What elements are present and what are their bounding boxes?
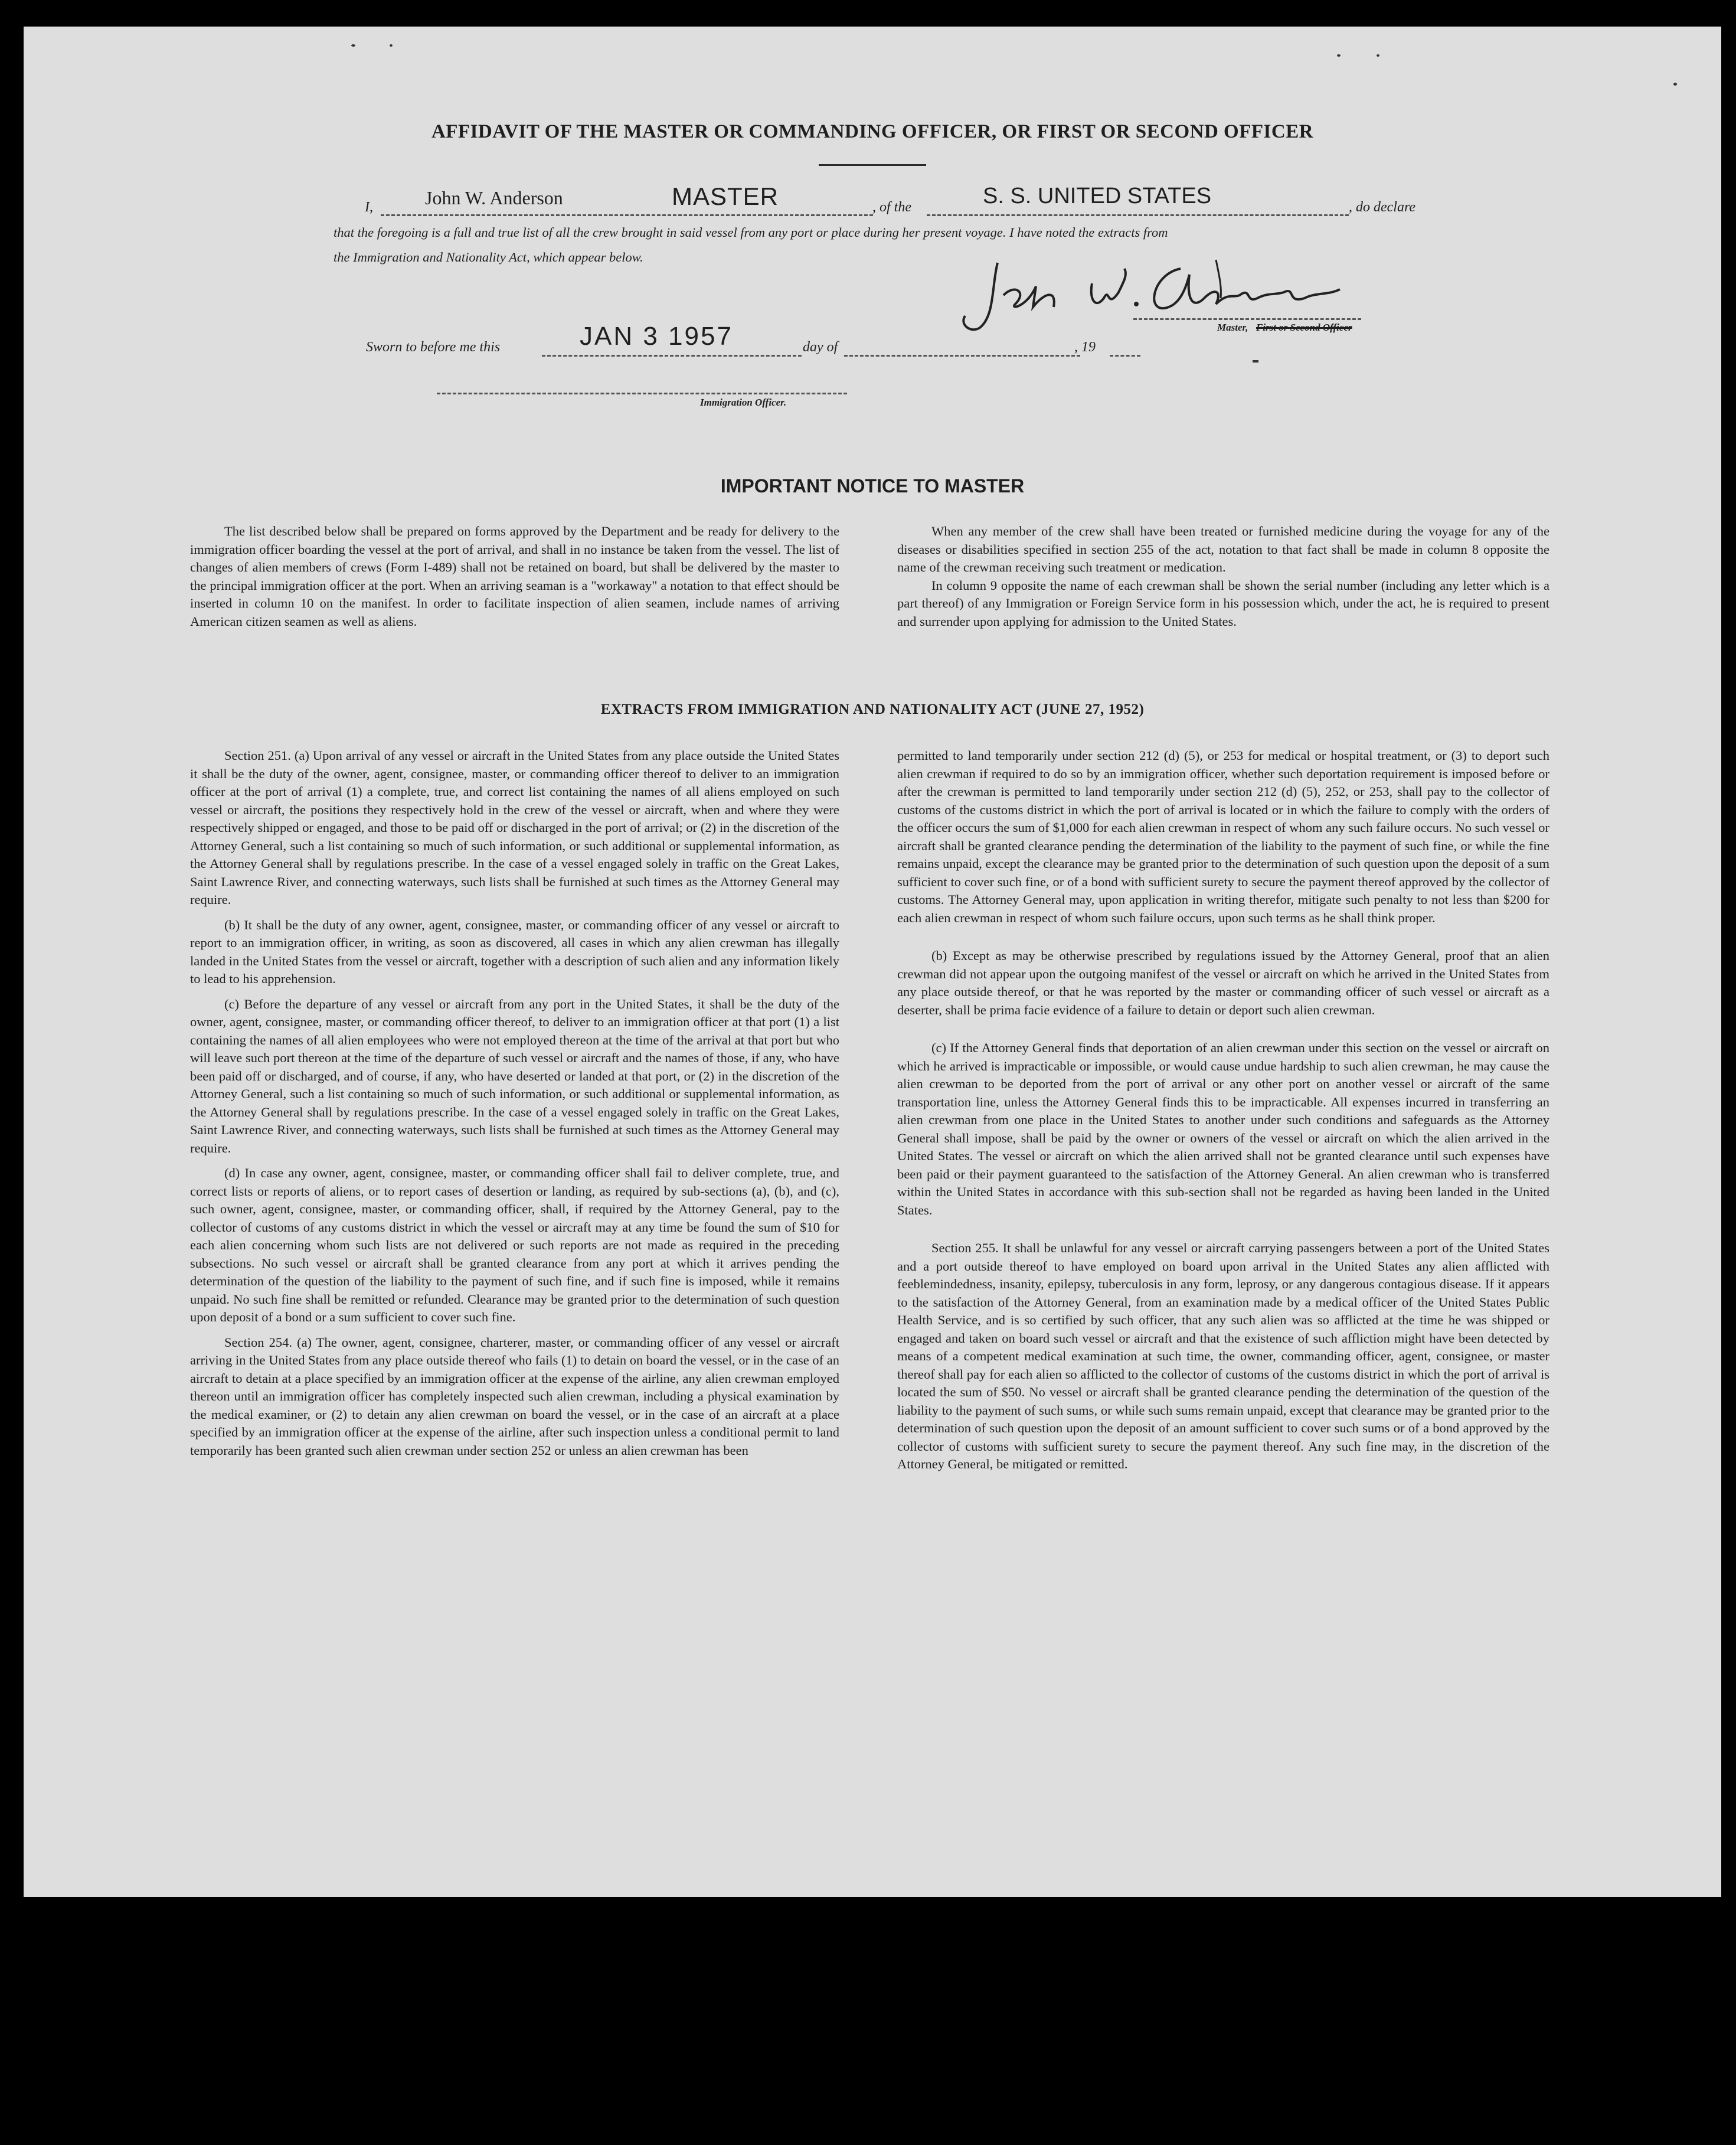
section-251c: (c) Before the departure of any vessel or aircraft from any port in the United States, it shall be the duty of the owner, agent, consignee, master, or commanding officer thereof, to deliver to an immigration officer at that port (1) a list containing the names of all alien employees who were not employed thereon at the time of the arrival at that port but who will leave such port thereon at the time of the departure of such vessel or aircraft and the names of those, if any, who have been paid off or discharged, and of course, if any, who have deserted or landed at that port, or (2) in the discretion of the Attorney General, such a list containing so much of such information, or such additional or supplemental information, as the Attorney General shall by regulations prescribe. In the case of a vessel engaged solely in traffic on the Great Lakes, Saint Lawrence River, and connecting waterways, such lists shall be furnished at such times as the Attorney General may require. — [190, 996, 839, 1155]
day-of-label: day of — [803, 339, 838, 355]
declaration-line-1: that the foregoing is a full and true list of all the crew brought in said vessel from any port or place during her present voyage. I have noted the extracts from — [334, 225, 1168, 240]
signature-blank — [1133, 318, 1361, 320]
year-blank — [1110, 355, 1140, 357]
speck — [1673, 83, 1677, 86]
section-255: Section 255. It shall be unlawful for any vessel or aircraft carrying passengers between a port of the United States and a port outside thereof to have employed on board upon arrival in the United States any alien afflicted with feeblemindedness, insanity, epilepsy, tuberculosis in any form, leprosy, or any dangerous contagious disease. If it appears to the satisfaction of the Attorney General, from an examination made by a medical officer of the United States Public Health Service, and is so certified by such officer, that any such alien was so afflicted at the time he was shipped or engaged and taken on board such vessel or aircraft and that the existence of such affliction might have been detected by means of a competent medical examination at such time, the owner, commanding officer, agent, consignee, or master thereof shall pay for each alien so afflicted to the collector of customs of the customs district in which the port of arrival is located the sum of $50. No vessel or aircraft shall be granted clearance pending the determination of the question of the liability to the payment of such sums, or while such sums remain unpaid, except that clearance may be granted prior to the determination of such question upon the deposit of an amount sufficient to cover such sums or of a bond approved by the collector of customs with sufficient surety to secure the payment thereof. Any such fine may, in the discretion of the Attorney General, be mitigated or remitted. — [897, 1240, 1549, 1471]
year-label: , 19 — [1074, 339, 1096, 355]
extracts-right-column — [897, 747, 1549, 1481]
sworn-date-blank — [542, 355, 802, 357]
notice-right-text-1: When any member of the crew shall have been treated or furnished medicine during the voyage for any of the diseases or disabilities specified in section 255 of the act, notation to that fact shall be made in column 8 opposite the name of the crewman receiving such treatment or medication. — [897, 524, 1549, 574]
speck — [390, 44, 393, 47]
date-stamp: JAN 3 1957 — [580, 322, 733, 351]
extracts-heading: EXTRACTS FROM IMMIGRATION AND NATIONALITY ACT (JUNE 27, 1952) — [600, 701, 1145, 717]
vessel-name: S. S. UNITED STATES — [983, 184, 1212, 208]
name-blank — [381, 214, 873, 216]
section-254a: Section 254. (a) The owner, agent, consignee, charterer, master, or commanding officer of any vessel or aircraft arriving in the United States from any place outside thereof who fails (1) to detain on board the vessel, or in the case of an aircraft to detain at a place specified by an immigration officer at the expense of the airline, any alien crewman employed thereon until an immigration officer has completely inspected such alien crewman, including a physical examination by the medical examiner, or (2) to detain any alien crewman on board the vessel, or in the case of an aircraft at a place specified by an immigration officer at the expense of the airline, after such inspection unless a conditional permit to land temporarily has been granted such alien crewman under section 252 or unless an alien crewman has been — [190, 1334, 839, 1458]
notice-right-text-2: In column 9 opposite the name of each crewman shall be shown the serial number (including any letter which is a part thereof) of any Immigration or Foreign Service form in his possession which, under the act, he is required to present and surrender upon applying for admission to the United States. — [897, 577, 1549, 629]
speck — [1377, 54, 1379, 57]
sworn-label: Sworn to before me this — [366, 339, 501, 355]
prefix-i: I, — [365, 200, 373, 215]
master-label: Master, — [1217, 322, 1248, 333]
speck — [351, 44, 355, 47]
section-254b: (b) Except as may be otherwise prescribed by regulations issued by the Attorney General, proof that an alien crewman did not appear upon the outgoing manifest of the vessel or aircraft on which he arrived in the United States from any place outside thereof, or that he was reported by the master or commanding officer of such vessel or aircraft as a deserter, shall be prima facie evidence of a failure to detain or deport such alien crewman. — [897, 948, 1549, 1017]
section-251a: Section 251. (a) Upon arrival of any vessel or aircraft in the United States from any place outside the United States it shall be the duty of the owner, agent, consignee, master, or commanding officer thereof to deliver to an immigration officer at the port of arrival (1) a complete, true, and correct list containing the names of all aliens employed on such vessel or aircraft, the positions they respectively hold in the crew of the vessel or aircraft, when and where they were respectively shipped or engaged, and those to be paid off or discharged in the port of arrival; or (2) in the discretion of the Attorney General, such a list containing so much of such information, or such additional or supplemental information, as the Attorney General shall by regulations prescribe. In the case of a vessel engaged solely in traffic on the Great Lakes, Saint Lawrence River, and connecting waterways, such lists shall be furnished at such times as the Attorney General may require. — [190, 748, 839, 907]
extracts-left-column — [190, 747, 839, 1467]
declaration-line-2: the Immigration and Nationality Act, which appear below. — [334, 250, 643, 265]
do-declare-label: , do declare — [1349, 200, 1416, 215]
master-name: John W. Anderson — [425, 187, 563, 208]
section-254c: (c) If the Attorney General finds that deportation of an alien crewman under this section on the vessel or aircraft on which he arrived is impracticable or impossible, or would cause undue hardship to such alien crewman, he may cause the alien crewman to be deported from the port of arrival or any other port on another vessel or aircraft of the same transportation line, unless the Attorney General finds this to be impracticable. All expenses incurred in transferring an alien crewman from one place in the United States to another under such conditions and safeguards as the Attorney General shall impose, shall be paid by the owner or owners of the vessel or aircraft on which the alien arrived in the United States. The vessel or aircraft on which the alien arrived shall not be granted clearance until such expenses have been paid or their payment guaranteed to the satisfaction of the Attorney General. An alien crewman who is transferred within the United States in accordance with this sub-section shall not be regarded as having been landed in the United States. — [897, 1040, 1549, 1217]
of-the-label: , of the — [872, 200, 911, 215]
struck-officer-label: First or Second Officer — [1256, 322, 1352, 333]
affidavit-title: AFFIDAVIT OF THE MASTER OR COMMANDING OFFICER, OR FIRST OR SECOND OFFICER — [431, 121, 1314, 142]
notice-left-column — [190, 523, 839, 638]
officer-blank — [437, 393, 847, 394]
section-254a-cont: permitted to land temporarily under section 212 (d) (5), or 253 for medical or hospital treatment, or (3) to deport such alien crewman if required to do so by an immigration officer, whether such deportation requirement is imposed before or after the crewman is permitted to land temporarily under section 212 (d) (5), 252, or 253, shall pay to the collector of customs of the customs district in which the port of arrival is located or in which the failure to comply with the orders of the officer occurs the sum of $1,000 for each alien crewman in respect of whom any such failure occurs. No such vessel or aircraft shall be granted clearance pending the determination of the liability to the payment of such fine, or while the fine remains unpaid, except the clearance may be granted prior to the determination of such question upon the deposit of a sum sufficient to cover such fine, or of a bond with sufficient surety to secure the payment thereof approved by the collector of customs. The Attorney General may, upon application in writing therefor, mitigate such penalty to not less than $200 for each alien crewman in respect of whom such failure occurs, upon such terms as he shall think proper. — [897, 748, 1549, 925]
document-page — [24, 27, 1721, 1897]
notice-right-column — [897, 523, 1549, 638]
speck — [1337, 54, 1341, 57]
officer-label: Immigration Officer. — [700, 397, 787, 408]
section-251d: (d) In case any owner, agent, consignee, master, or commanding officer shall fail to deliver complete, true, and correct lists or reports of aliens, or to report cases of desertion or landing, as required by sub-sections (a), (b), and (c), such owner, agent, consignee, master, or commanding officer, shall, if required by the Attorney General, pay to the collector of customs of any customs district in which the vessel or aircraft may at any time be found the sum of $10 for each alien concerning whom such lists are not delivered or such reports are not made as required in the preceding subsections. No such vessel or aircraft shall be granted clearance from any port at which it arrives pending the determination of the question of the liability to the payment of such fine, and if such fine is imposed, while it remains unpaid. No such fine shall be remitted or refunded. Clearance may be granted prior to the determination of such question upon deposit of a bond or a sum sufficient to cover such fine. — [190, 1165, 839, 1324]
rank-value: MASTER — [672, 182, 779, 210]
section-251b: (b) It shall be the duty of any owner, agent, consignee, master, or commanding officer of any vessel or aircraft to report to an immigration officer, in writing, as soon as discovered, all cases in which any alien crewman has illegally landed in the United States from the vessel or aircraft, together with a description of such alien and any information likely to lead to his apprehension. — [190, 917, 839, 986]
month-blank — [844, 355, 1080, 357]
notice-heading: IMPORTANT NOTICE TO MASTER — [720, 475, 1025, 497]
notice-left-text: The list described below shall be prepared on forms approved by the Department and be ready for delivery to the immigration officer boarding the vessel at the port of arrival, and shall in no instance be taken from the vessel. The list of changes of alien members of crews (Form I-489) shall not be retained on board, but shall be delivered by the master to the principal immigration officer at the port. When an arriving seaman is a "workaway" a notation to that effect should be inserted in column 10 on the manifest. In order to facilitate inspection of alien seamen, include names of arriving American citizen seamen as well as aliens. — [190, 524, 839, 629]
title-rule — [819, 164, 926, 166]
speck — [1253, 360, 1258, 363]
vessel-blank — [927, 214, 1349, 216]
